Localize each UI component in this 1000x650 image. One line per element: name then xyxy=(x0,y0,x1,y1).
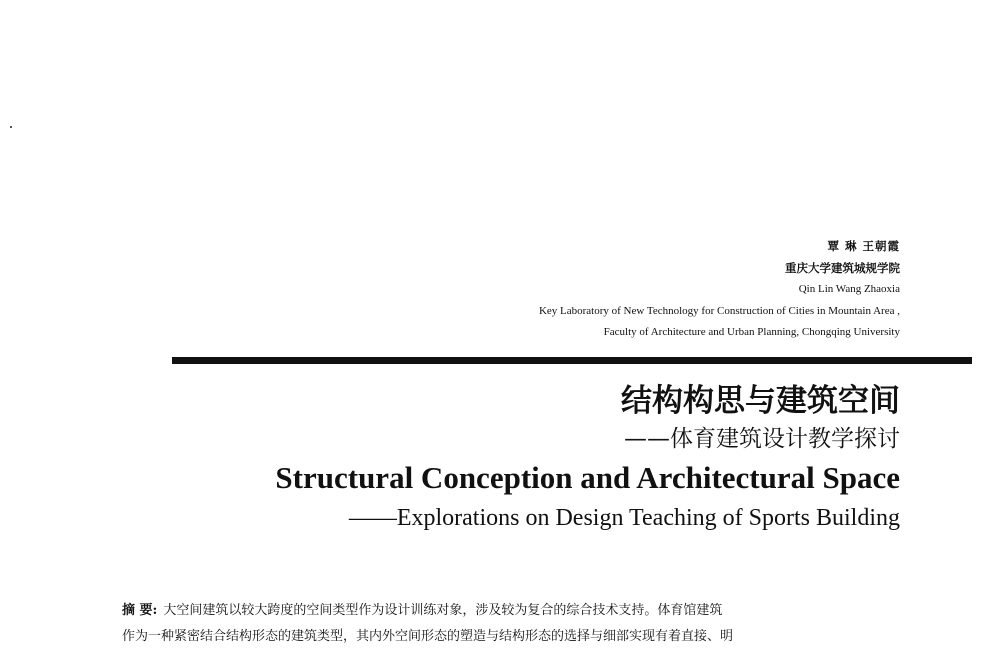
authors-en: Qin Lin Wang Zhaoxia xyxy=(798,283,900,295)
abstract-line-2: 作为一种紧密结合结构形态的建筑类型，其内外空间形态的塑造与结构形态的选择与细部实现有着直接、明 xyxy=(122,629,734,644)
title-en: Structural Conception and Architectural Space xyxy=(275,460,900,495)
authors-cn: 覃 琳 王朝霞 xyxy=(827,239,900,253)
abstract-label: 摘 要: xyxy=(122,603,158,618)
abstract-line-1 xyxy=(122,598,882,624)
subtitle-en: ——Explorations on Design Teaching of Sports Building xyxy=(348,505,900,531)
institution-cn: 重庆大学建筑城规学院 xyxy=(785,260,900,275)
affiliation-en-2: Faculty of Architecture and Urban Planning, Chongqing University xyxy=(603,326,900,338)
title-cn: 结构构思与建筑空间 xyxy=(621,383,900,419)
header-rule xyxy=(172,357,972,364)
title-block xyxy=(275,380,900,536)
affiliation-en-1: Key Laboratory of New Technology for Construction of Cities in Mountain Area , xyxy=(538,304,900,317)
scan-speck xyxy=(10,126,12,128)
abstract-text-1: 大空间建筑以较大跨度的空间类型作为设计训练对象，涉及较为复合的综合技术支持。体育馆建筑 xyxy=(163,603,723,618)
author-block xyxy=(539,236,900,344)
subtitle-cn: ——体育建筑设计教学探讨 xyxy=(624,426,900,452)
abstract xyxy=(122,598,882,650)
